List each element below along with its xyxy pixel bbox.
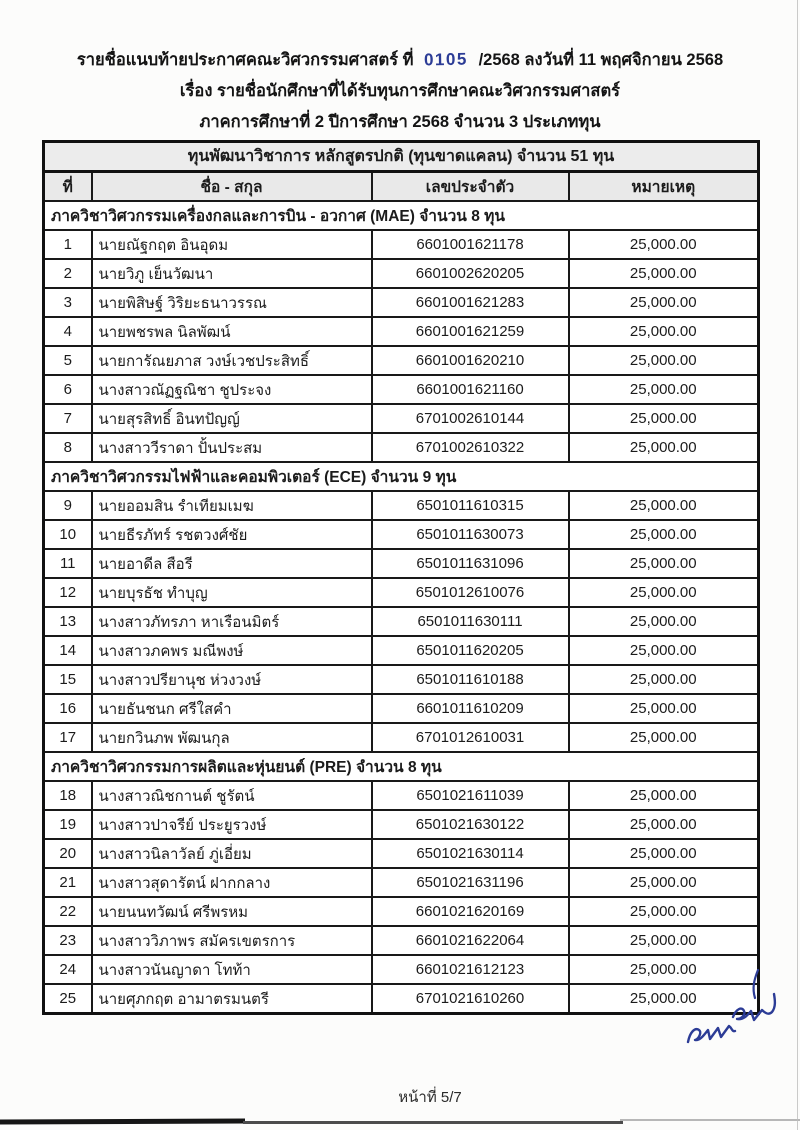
table-row: [44, 288, 759, 317]
student-name: นางสาววิภาพร สมัครเขตรการ: [92, 926, 372, 955]
student-id: 6501012610076: [372, 578, 569, 607]
remark-amount: 25,000.00: [569, 607, 759, 636]
remark-amount: 25,000.00: [569, 230, 759, 259]
student-id: 6601001621259: [372, 317, 569, 346]
student-name: นายธีรภัทร์ รชตวงศ์ชัย: [92, 520, 372, 549]
remark-amount: 25,000.00: [569, 839, 759, 868]
table-row: [44, 491, 759, 520]
student-name: นายออมสิน รำเทียมเมฆ: [92, 491, 372, 520]
remark-amount: 25,000.00: [569, 288, 759, 317]
student-name: นายณัฐกฤต อินอุดม: [92, 230, 372, 259]
table-row: [44, 723, 759, 752]
row-number: 6: [44, 375, 92, 404]
student-id: 6501011620205: [372, 636, 569, 665]
student-name: นายพชรพล นิลพัฒน์: [92, 317, 372, 346]
remark-amount: 25,000.00: [569, 346, 759, 375]
column-header-remark: หมายเหตุ: [569, 172, 759, 202]
header-line1-suffix: /2568 ลงวันที่ 11 พฤศจิกายน 2568: [478, 51, 724, 69]
row-number: 4: [44, 317, 92, 346]
table-row: [44, 375, 759, 404]
student-name: นายพิสิษฐ์ วิริยะธนาวรรณ: [92, 288, 372, 317]
row-number: 19: [44, 810, 92, 839]
column-header-name: ชื่อ - สกุล: [92, 172, 372, 202]
row-number: 7: [44, 404, 92, 433]
row-number: 13: [44, 607, 92, 636]
student-id: 6501011630111: [372, 607, 569, 636]
student-name: นายการัณยภาส วงษ์เวชประสิทธิ์: [92, 346, 372, 375]
remark-amount: 25,000.00: [569, 433, 759, 462]
scan-edge-artifact: [797, 0, 799, 1130]
scan-edge-artifact: [243, 1121, 623, 1124]
table-row: [44, 897, 759, 926]
remark-amount: 25,000.00: [569, 491, 759, 520]
table-row: [44, 230, 759, 259]
section-header-row: [44, 201, 759, 230]
student-name: นางสาวปาจรีย์ ประยูรวงษ์: [92, 810, 372, 839]
student-id: 6601001621178: [372, 230, 569, 259]
section-header: ภาควิชาวิศวกรรมเครื่องกลและการบิน - อวกาศ (MAE) จำนวน 8 ทุน: [44, 201, 759, 230]
section-header-row: [44, 752, 759, 781]
student-id: 6601001620210: [372, 346, 569, 375]
column-header-id: เลขประจำตัว: [372, 172, 569, 202]
row-number: 18: [44, 781, 92, 810]
student-id: 6501011610188: [372, 665, 569, 694]
table-row: [44, 636, 759, 665]
student-id: 6501021631196: [372, 868, 569, 897]
scan-edge-artifact: [620, 1119, 800, 1121]
student-id: 6701002610144: [372, 404, 569, 433]
student-id: 6501011630073: [372, 520, 569, 549]
section-header: ภาควิชาวิศวกรรมไฟฟ้าและคอมพิวเตอร์ (ECE) จำนวน 9 ทุน: [44, 462, 759, 491]
table-row: [44, 433, 759, 462]
table-header-row: [44, 172, 759, 202]
row-number: 3: [44, 288, 92, 317]
remark-amount: 25,000.00: [569, 868, 759, 897]
remark-amount: 25,000.00: [569, 665, 759, 694]
student-name: นายวิภู เย็นวัฒนา: [92, 259, 372, 288]
remark-amount: 25,000.00: [569, 984, 759, 1014]
student-id: 6501021630122: [372, 810, 569, 839]
remark-amount: 25,000.00: [569, 926, 759, 955]
header-line-3: ภาคการศึกษาที่ 2 ปีการศึกษา 2568 จำนวน 3 ประเภททุน: [199, 113, 601, 131]
row-number: 9: [44, 491, 92, 520]
row-number: 16: [44, 694, 92, 723]
row-number: 11: [44, 549, 92, 578]
table-row: [44, 984, 759, 1014]
table-row: [44, 839, 759, 868]
remark-amount: 25,000.00: [569, 723, 759, 752]
student-id: 6701002610322: [372, 433, 569, 462]
remark-amount: 25,000.00: [569, 694, 759, 723]
table-row: [44, 926, 759, 955]
student-name: นายนนทวัฒน์ ศรีพรหม: [92, 897, 372, 926]
row-number: 23: [44, 926, 92, 955]
table-row: [44, 781, 759, 810]
student-name: นายอาดีล สือรี: [92, 549, 372, 578]
student-id: 6601002620205: [372, 259, 569, 288]
table-row: [44, 346, 759, 375]
student-name: นางสาวณิชกานต์ ชูรัตน์: [92, 781, 372, 810]
remark-amount: 25,000.00: [569, 578, 759, 607]
scan-edge-artifact: [0, 1118, 245, 1124]
student-id: 6601001621160: [372, 375, 569, 404]
table-row: [44, 520, 759, 549]
table-title-row: [44, 142, 759, 172]
table-body: [44, 201, 759, 1014]
row-number: 22: [44, 897, 92, 926]
remark-amount: 25,000.00: [569, 549, 759, 578]
section-header: ภาควิชาวิศวกรรมการผลิตและหุ่นยนต์ (PRE) จำนวน 8 ทุน: [44, 752, 759, 781]
student-id: 6501021611039: [372, 781, 569, 810]
row-number: 5: [44, 346, 92, 375]
remark-amount: 25,000.00: [569, 317, 759, 346]
table-row: [44, 607, 759, 636]
student-name: นางสาววีราดา ปั้นประสม: [92, 433, 372, 462]
student-name: นายสุรสิทธิ์ อินทปัญญ์: [92, 404, 372, 433]
table-title: ทุนพัฒนาวิชาการ หลักสูตรปกติ (ทุนขาดแคลน) จำนวน 51 ทุน: [44, 142, 759, 172]
remark-amount: 25,000.00: [569, 520, 759, 549]
header-line-2: เรื่อง รายชื่อนักศึกษาที่ได้รับทุนการศึกษาคณะวิศวกรรมศาสตร์: [179, 82, 621, 100]
student-id: 6701012610031: [372, 723, 569, 752]
row-number: 8: [44, 433, 92, 462]
table-row: [44, 665, 759, 694]
remark-amount: 25,000.00: [569, 897, 759, 926]
remark-amount: 25,000.00: [569, 810, 759, 839]
row-number: 2: [44, 259, 92, 288]
student-id: 6601011610209: [372, 694, 569, 723]
student-name: นายบุรธัช ทำบุญ: [92, 578, 372, 607]
handwritten-doc-number: 0105: [423, 49, 469, 70]
row-number: 21: [44, 868, 92, 897]
document-header: [0, 44, 800, 138]
table-row: [44, 317, 759, 346]
row-number: 1: [44, 230, 92, 259]
student-name: นางสาวนันญาดา โทท้า: [92, 955, 372, 984]
row-number: 25: [44, 984, 92, 1014]
table-row: [44, 259, 759, 288]
remark-amount: 25,000.00: [569, 375, 759, 404]
remark-amount: 25,000.00: [569, 259, 759, 288]
student-name: นางสาวณัฏฐณิชา ชูประจง: [92, 375, 372, 404]
student-name: นางสาวภคพร มณีพงษ์: [92, 636, 372, 665]
row-number: 14: [44, 636, 92, 665]
row-number: 17: [44, 723, 92, 752]
table-row: [44, 404, 759, 433]
scholarship-table: [42, 140, 760, 1015]
student-name: นายธันชนก ศรีใสคำ: [92, 694, 372, 723]
table-row: [44, 955, 759, 984]
student-name: นายกวินภพ พัฒนกุล: [92, 723, 372, 752]
table-row: [44, 578, 759, 607]
student-id: 6601021622064: [372, 926, 569, 955]
student-id: 6501011631096: [372, 549, 569, 578]
row-number: 15: [44, 665, 92, 694]
student-id: 6701021610260: [372, 984, 569, 1014]
row-number: 20: [44, 839, 92, 868]
row-number: 10: [44, 520, 92, 549]
section-header-row: [44, 462, 759, 491]
row-number: 24: [44, 955, 92, 984]
student-name: นายศุภกฤต อามาตรมนตรี: [92, 984, 372, 1014]
student-id: 6601021612123: [372, 955, 569, 984]
student-name: นางสาวนิลาวัลย์ ภู่เอี่ยม: [92, 839, 372, 868]
table-row: [44, 549, 759, 578]
column-header-no: ที่: [44, 172, 92, 202]
table-row: [44, 694, 759, 723]
student-id: 6601001621283: [372, 288, 569, 317]
table-row: [44, 868, 759, 897]
remark-amount: 25,000.00: [569, 781, 759, 810]
remark-amount: 25,000.00: [569, 955, 759, 984]
student-id: 6501011610315: [372, 491, 569, 520]
remark-amount: 25,000.00: [569, 636, 759, 665]
student-name: นางสาวปรียานุช ห่วงวงษ์: [92, 665, 372, 694]
student-name: นางสาวภัทรภา หาเรือนมิตร์: [92, 607, 372, 636]
student-name: นางสาวสุดารัตน์ ฝากกลาง: [92, 868, 372, 897]
student-id: 6601021620169: [372, 897, 569, 926]
header-line-1: [0, 44, 800, 76]
student-id: 6501021630114: [372, 839, 569, 868]
row-number: 12: [44, 578, 92, 607]
remark-amount: 25,000.00: [569, 404, 759, 433]
table-row: [44, 810, 759, 839]
page-number: หน้าที่ 5/7: [398, 1089, 462, 1106]
header-line1-prefix: รายชื่อแนบท้ายประกาศคณะวิศวกรรมศาสตร์ ที่: [76, 51, 414, 69]
